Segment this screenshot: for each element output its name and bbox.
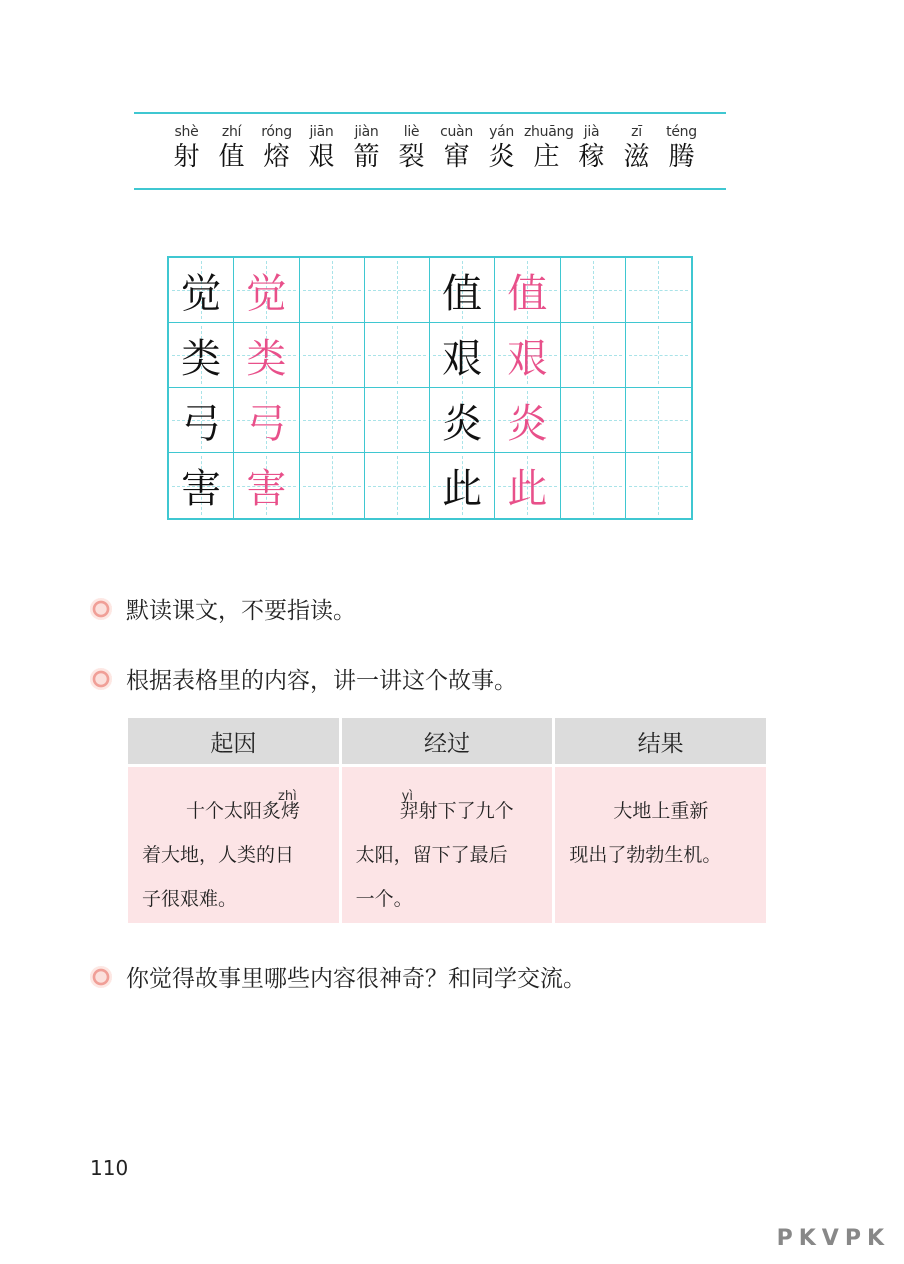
process-line: 羿射下了九个 [399, 800, 514, 822]
instruction-2 [90, 662, 517, 695]
header-result: 结果 [555, 718, 766, 764]
blank-cell[interactable] [561, 323, 626, 388]
instruction-3 [90, 960, 586, 993]
process-line: 一个。 [355, 888, 413, 910]
model-char: 觉 [169, 258, 234, 323]
pinyin: róng [261, 124, 292, 140]
pinyin: jià [583, 124, 600, 140]
character: 箭 [353, 142, 380, 172]
vocab-item [479, 124, 524, 172]
character: 熔 [263, 142, 290, 172]
vocab-item [389, 124, 434, 172]
character: 滋 [623, 142, 650, 172]
cause-line: 着大地，人类的日 [142, 844, 295, 866]
pinyin: zī [631, 124, 642, 140]
instruction-text: 默读课文，不要指读。 [126, 598, 356, 624]
cause-line: 十个太阳炙烤 [186, 800, 301, 822]
ruby-pinyin: zhì [278, 789, 297, 804]
vocab-item [344, 124, 389, 172]
vocab-item [524, 124, 574, 172]
blank-cell[interactable] [365, 388, 430, 453]
vocab-row [164, 124, 704, 172]
trace-char: 类 [234, 323, 299, 388]
vocab-item [614, 124, 659, 172]
character: 庄 [533, 142, 560, 172]
seal-icon [90, 668, 112, 690]
model-char: 艰 [430, 323, 495, 388]
character: 艰 [308, 142, 335, 172]
model-char: 此 [430, 453, 495, 518]
blank-cell[interactable] [300, 258, 365, 323]
result-cell [555, 767, 766, 923]
vocab-item [254, 124, 299, 172]
character: 射 [173, 142, 200, 172]
instruction-text: 根据表格里的内容，讲一讲这个故事。 [126, 668, 517, 694]
table-row [128, 767, 766, 923]
vocab-item [164, 124, 209, 172]
cause-line: 子很艰难。 [142, 888, 238, 910]
trace-char: 炎 [495, 388, 560, 453]
character: 值 [218, 142, 245, 172]
blank-cell[interactable] [300, 453, 365, 518]
character: 腾 [668, 142, 695, 172]
result-line: 现出了勃勃生机。 [569, 844, 722, 866]
vocab-item [209, 124, 254, 172]
process-cell [342, 767, 556, 923]
pinyin: zhí [221, 124, 242, 140]
blank-cell[interactable] [561, 258, 626, 323]
vocab-band [134, 112, 726, 190]
blank-cell[interactable] [626, 388, 691, 453]
watermark: PKVPK [776, 1226, 890, 1251]
pinyin: jiàn [354, 124, 379, 140]
story-table [128, 718, 766, 923]
blank-cell[interactable] [626, 258, 691, 323]
vocab-item [569, 124, 614, 172]
blank-cell[interactable] [300, 323, 365, 388]
trace-char: 值 [495, 258, 560, 323]
model-char: 类 [169, 323, 234, 388]
pinyin: yán [489, 124, 514, 140]
vocab-item [299, 124, 344, 172]
trace-char: 觉 [234, 258, 299, 323]
character: 裂 [398, 142, 425, 172]
pinyin: cuàn [440, 124, 473, 140]
trace-char: 害 [234, 453, 299, 518]
ruby-pinyin: yì [401, 789, 413, 804]
process-line: 太阳，留下了最后 [355, 844, 508, 866]
trace-char: 弓 [234, 388, 299, 453]
character: 炎 [488, 142, 515, 172]
vocab-item [434, 124, 479, 172]
blank-cell[interactable] [561, 453, 626, 518]
blank-cell[interactable] [626, 323, 691, 388]
header-cause: 起因 [128, 718, 342, 764]
trace-char: 艰 [495, 323, 560, 388]
header-process: 经过 [342, 718, 556, 764]
model-char: 害 [169, 453, 234, 518]
blank-cell[interactable] [561, 388, 626, 453]
cause-cell [128, 767, 342, 923]
pinyin: shè [174, 124, 199, 140]
model-char: 值 [430, 258, 495, 323]
model-char: 弓 [169, 388, 234, 453]
blank-cell[interactable] [365, 258, 430, 323]
seal-icon [90, 598, 112, 620]
character: 窜 [443, 142, 470, 172]
pinyin: jiān [309, 124, 334, 140]
pinyin: zhuāng [524, 124, 574, 140]
instruction-text: 你觉得故事里哪些内容很神奇？和同学交流。 [126, 966, 586, 992]
trace-char: 此 [495, 453, 560, 518]
table-header [128, 718, 766, 764]
blank-cell[interactable] [365, 323, 430, 388]
blank-cell[interactable] [365, 453, 430, 518]
blank-cell[interactable] [300, 388, 365, 453]
vocab-item [659, 124, 704, 172]
result-line: 大地上重新 [613, 800, 709, 822]
seal-icon [90, 966, 112, 988]
character: 稼 [578, 142, 605, 172]
instruction-1 [90, 592, 356, 625]
pinyin: liè [403, 124, 420, 140]
blank-cell[interactable] [626, 453, 691, 518]
page-number: 110 [90, 1156, 129, 1180]
pinyin: téng [666, 124, 697, 140]
model-char: 炎 [430, 388, 495, 453]
writing-grid [167, 256, 693, 520]
